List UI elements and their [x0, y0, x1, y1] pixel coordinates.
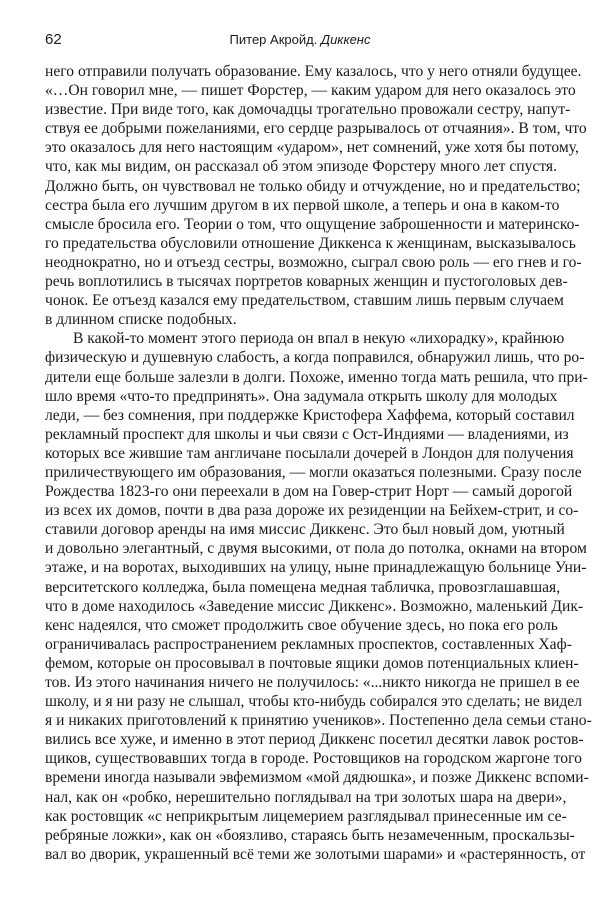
paragraph [45, 62, 587, 329]
running-header-author: Питер Акройд. [229, 32, 318, 47]
text-line: я и никаких приготовлений к принятию учеников». Постепенно дела семьи стано- [45, 712, 592, 730]
text-line: ствуя ее добрыми пожеланиями, его сердце разрывалось от отчаяния». В том, что [45, 120, 587, 138]
text-line: фемом, которые он просовывал в почтовые ящики домов потенциальных клиен- [45, 654, 579, 672]
text-line: это оказалось для него настоящим «ударом», нет сомнений, уже хотя бы потому, [45, 139, 579, 157]
text-line: ставили договор аренды на имя миссис Диккенс. Это был новый дом, уютный [45, 521, 565, 539]
text-line: щиков, существовавших тогда в городе. Ростовщиков на городском жаргоне того [45, 750, 582, 768]
text-line: дители еще больше залезли в долги. Похоже, именно тогда мать решила, что при- [45, 368, 588, 386]
body-text [45, 62, 592, 864]
text-line: приличествующего им образования, — могли оказаться полезными. Сразу после [45, 463, 582, 481]
text-line: ребряные ложки», как он «боязливо, стараясь быть незамеченным, проскальзы- [45, 826, 575, 844]
text-line: школу, и я ни разу не слышал, чтобы кто-нибудь собирался это сделать; не видел [45, 693, 583, 711]
text-line: него отправили получать образование. Ему казалось, что у него отняли будущее. [45, 63, 582, 80]
text-line: неоднократно, но и отъезд сестры, возможно, сыграл свою роль — его гнев и го- [45, 253, 582, 271]
text-line: как ростовщик «с неприкрытым лицемерием разглядывал принесенные им се- [45, 807, 567, 825]
text-line: из всех их домов, почти в два раза дороже их резиденции на Бейхем-стрит, и со- [45, 502, 579, 520]
text-line: которых все жившие там англичане посылали дочерей в Лондон для получения [45, 444, 574, 462]
text-line: что в доме находилось «Заведение миссис Диккенс». Возможно, маленький Дик- [45, 597, 584, 615]
text-line: известие. При виде того, как домочадцы трогательно провожали сестру, напут- [45, 101, 571, 119]
text-line: чонок. Ее отъезд казался ему предательством, ставшим лишь первым случаем [45, 292, 564, 310]
text-line: смысле бросила его. Теории о том, что ощущение заброшенности и материнско- [45, 215, 580, 233]
text-line: «…Он говорил мне, — пишет Форстер, — каким ударом для него оказалось это [45, 82, 576, 100]
text-line: времени иногда называли эвфемизмом «мой дядюшка», и позже Диккенс вспоми- [45, 769, 589, 787]
paragraph [45, 329, 592, 864]
text-line: сестра была его лучшим другом в их первой школе, а теперь и она в каком-то [45, 196, 560, 214]
text-line: го предательства обусловили отношение Диккенса к женщинам, высказывалось [45, 234, 576, 252]
text-line: рекламный проспект для школы и чьи связи с Ост-Индиями — владениями, из [45, 425, 569, 443]
text-line: верситетского колледжа, была помещена медная табличка, провозглашавшая, [45, 578, 561, 596]
text-line: ограничивалась распространением рекламных проспектов, составленных Хаф- [45, 635, 572, 653]
text-line: леди, — без сомнения, при поддержке Кристофера Хаффема, который составил [45, 406, 575, 424]
running-header [0, 32, 600, 47]
text-line: физическую и душевную слабость, а когда поправился, обнаружил лишь, что ро- [45, 349, 585, 367]
text-line: тов. Из этого начинания ничего не получилось: «...никто никогда не пришел в ее [45, 674, 580, 691]
text-line: вились все хуже, и именно в этот период Диккенс посетил десятки лавок ростов- [45, 731, 584, 749]
text-line: и довольно элегантный, с двумя высокими, от пола до потолка, окнами на втором [45, 540, 587, 558]
text-line: шло время «что-то предпринять». Она задумала открыть школу для молодых [45, 387, 558, 405]
text-line: В какой-то момент этого периода он впал в некую «лихорадку», крайнюю [73, 330, 565, 348]
text-line: Должно быть, он чувствовал не только обиду и отчуждение, но и предательство; [45, 177, 581, 195]
text-line: нал, как он «робко, нерешительно поглядывал на три золотых шара на двери», [45, 788, 567, 806]
page-number: 62 [45, 31, 62, 48]
text-line: что, как мы видим, он рассказал об этом эпизоде Форстеру много лет спустя. [45, 158, 557, 176]
running-header-book-title: Диккенс [320, 32, 371, 47]
text-line: Рождества 1823-го они переехали в дом на Говер-стрит Норт — самый дорогой [45, 483, 573, 501]
text-line: речь воплотились в тысячах портретов коварных женщин и пустоголовых дев- [45, 273, 568, 291]
text-line: этаже, и на воротах, выходивших на улицу, ныне принадлежащую больнице Уни- [45, 559, 587, 577]
text-line: в длинном списке подобных. [45, 311, 237, 329]
text-line: вал во дворик, украшенный всё теми же золотыми шарами» и «растерянность, от [45, 845, 586, 863]
text-line: кенс надеялся, что сможет продолжить свое обучение здесь, но пока его роль [45, 616, 558, 634]
